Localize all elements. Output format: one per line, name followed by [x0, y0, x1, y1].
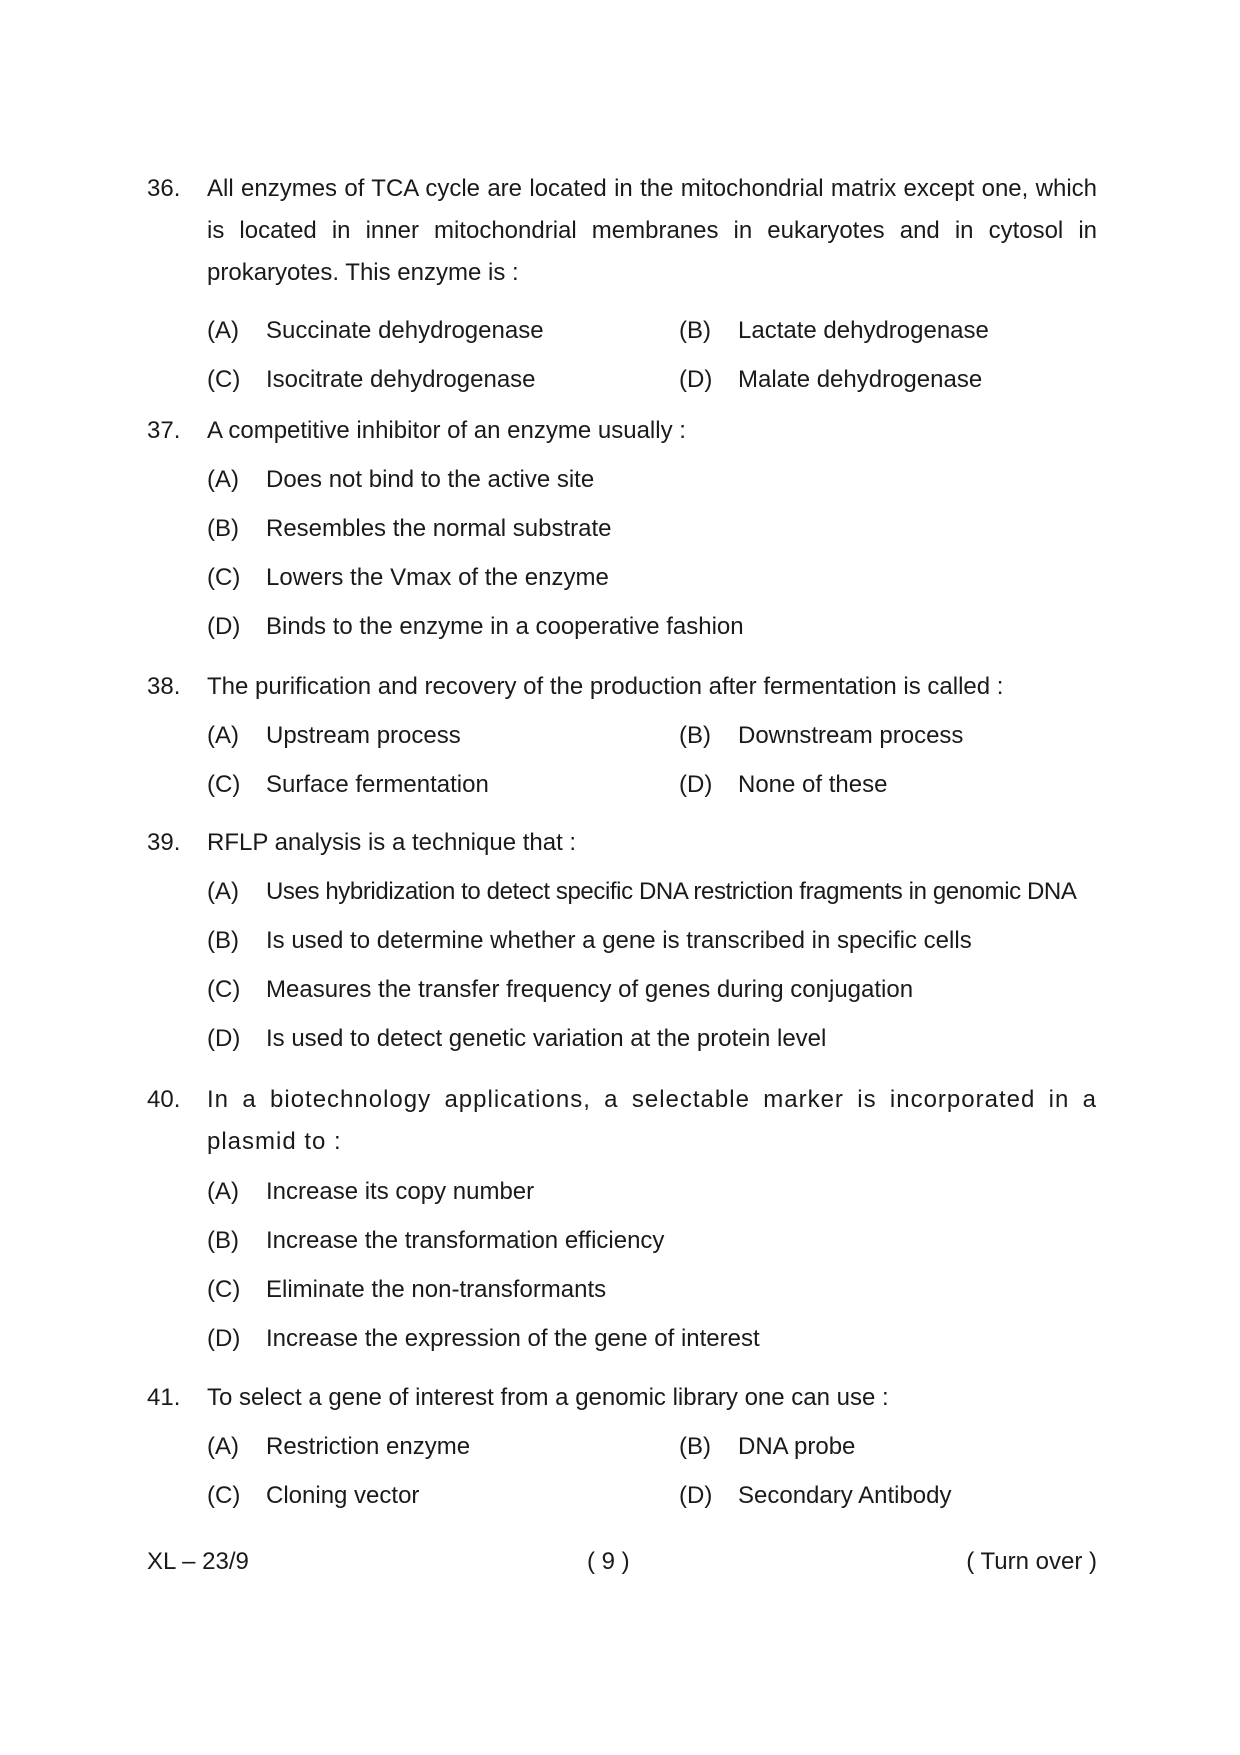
- option-text: Does not bind to the active site: [266, 465, 595, 493]
- option-label: (A): [207, 316, 239, 344]
- option-text: Upstream process: [266, 721, 461, 749]
- options: [207, 711, 1097, 809]
- option-label: (B): [207, 926, 239, 954]
- option-text: Resembles the normal substrate: [266, 514, 612, 542]
- option-text: Measures the transfer frequency of genes during conjugation: [266, 975, 914, 1003]
- option-a: [207, 867, 1097, 916]
- option-text: Uses hybridization to detect specific DNA restriction fragments in genomic DNA: [266, 877, 1077, 905]
- options: [207, 455, 1097, 651]
- option-label: (D): [679, 770, 713, 798]
- option-d: [679, 1471, 1097, 1520]
- option-label: (C): [207, 770, 241, 798]
- option-text: Is used to determine whether a gene is transcribed in specific cells: [266, 926, 972, 954]
- option-text: None of these: [738, 770, 888, 798]
- option-label: (C): [207, 563, 241, 591]
- option-text: Increase the transformation efficiency: [266, 1226, 665, 1254]
- option-text: Succinate dehydrogenase: [266, 316, 544, 344]
- question-37: [147, 410, 1097, 651]
- question-text: A competitive inhibitor of an enzyme usually :: [207, 417, 686, 444]
- options: [207, 306, 1097, 404]
- question-number: 38.: [147, 673, 181, 700]
- option-d: [679, 760, 1097, 809]
- question-40: [147, 1079, 1097, 1363]
- option-label: (D): [679, 365, 713, 393]
- option-label: (C): [207, 1481, 241, 1509]
- option-text: Secondary Antibody: [738, 1481, 952, 1509]
- option-label: (C): [207, 365, 241, 393]
- option-a: [207, 1422, 679, 1471]
- option-text: Cloning vector: [266, 1481, 420, 1509]
- question-number: 36.: [147, 175, 181, 202]
- option-a: [207, 306, 679, 355]
- option-b: [679, 1422, 1097, 1471]
- option-label: (A): [207, 721, 239, 749]
- question-number: 40.: [147, 1086, 181, 1113]
- option-a: [207, 711, 679, 760]
- option-text: Lactate dehydrogenase: [738, 316, 989, 344]
- option-label: (A): [207, 1432, 239, 1460]
- question-38: [147, 666, 1097, 809]
- option-b: [679, 711, 1097, 760]
- option-text: Increase its copy number: [266, 1177, 535, 1205]
- paper-code: XL – 23/9: [147, 1548, 249, 1575]
- page-footer: [147, 1548, 1097, 1588]
- option-label: (D): [207, 612, 241, 640]
- option-b: [207, 916, 1097, 965]
- option-c: [207, 553, 1097, 602]
- option-b: [679, 306, 1097, 355]
- option-c: [207, 1471, 679, 1520]
- options: [207, 1422, 1097, 1520]
- option-d: [207, 602, 1097, 651]
- option-text: Eliminate the non-transformants: [266, 1275, 607, 1303]
- option-text: Surface fermentation: [266, 770, 489, 798]
- option-c: [207, 1265, 1097, 1314]
- option-text: DNA probe: [738, 1432, 856, 1460]
- option-c: [207, 965, 1097, 1014]
- question-text: The purification and recovery of the production after fermentation is called :: [207, 673, 1004, 700]
- question-number: 39.: [147, 829, 181, 856]
- option-label: (B): [679, 316, 711, 344]
- option-label: (A): [207, 1177, 239, 1205]
- option-c: [207, 760, 679, 809]
- option-text: Binds to the enzyme in a cooperative fashion: [266, 612, 744, 640]
- option-b: [207, 1216, 1097, 1265]
- option-label: (C): [207, 975, 241, 1003]
- option-text: Downstream process: [738, 721, 964, 749]
- option-label: (D): [207, 1024, 241, 1052]
- question-39: [147, 822, 1097, 1063]
- option-text: Isocitrate dehydrogenase: [266, 365, 536, 393]
- turn-over-note: ( Turn over ): [966, 1548, 1097, 1575]
- options: [207, 867, 1097, 1063]
- option-label: (A): [207, 877, 239, 905]
- question-text: All enzymes of TCA cycle are located in the mitochondrial matrix except one, which is located in inner mitochondrial membranes in eukaryotes and in cytosol in prokaryotes. This enzyme is :: [207, 175, 1097, 286]
- option-label: (D): [207, 1324, 241, 1352]
- option-a: [207, 1167, 1097, 1216]
- option-a: [207, 455, 1097, 504]
- option-label: (D): [679, 1481, 713, 1509]
- option-b: [207, 504, 1097, 553]
- question-text: In a biotechnology applications, a selectable marker is incorporated in a plasmid to :: [207, 1086, 1097, 1155]
- page-number: ( 9 ): [587, 1548, 630, 1575]
- question-41: [147, 1377, 1097, 1520]
- question-36: [147, 168, 1097, 404]
- option-text: Malate dehydrogenase: [738, 365, 983, 393]
- option-label: (B): [679, 721, 711, 749]
- option-text: Is used to detect genetic variation at the protein level: [266, 1024, 827, 1052]
- option-label: (B): [679, 1432, 711, 1460]
- option-label: (C): [207, 1275, 241, 1303]
- question-text: To select a gene of interest from a genomic library one can use :: [207, 1384, 889, 1411]
- option-text: Increase the expression of the gene of interest: [266, 1324, 760, 1352]
- question-number: 41.: [147, 1384, 181, 1411]
- option-d: [207, 1014, 1097, 1063]
- option-d: [207, 1314, 1097, 1363]
- option-label: (A): [207, 465, 239, 493]
- option-text: Restriction enzyme: [266, 1432, 471, 1460]
- option-label: (B): [207, 514, 239, 542]
- question-text: RFLP analysis is a technique that :: [207, 829, 577, 856]
- option-d: [679, 355, 1097, 404]
- option-label: (B): [207, 1226, 239, 1254]
- question-number: 37.: [147, 417, 181, 444]
- options: [207, 1167, 1097, 1363]
- option-text: Lowers the Vmax of the enzyme: [266, 563, 609, 591]
- option-c: [207, 355, 679, 404]
